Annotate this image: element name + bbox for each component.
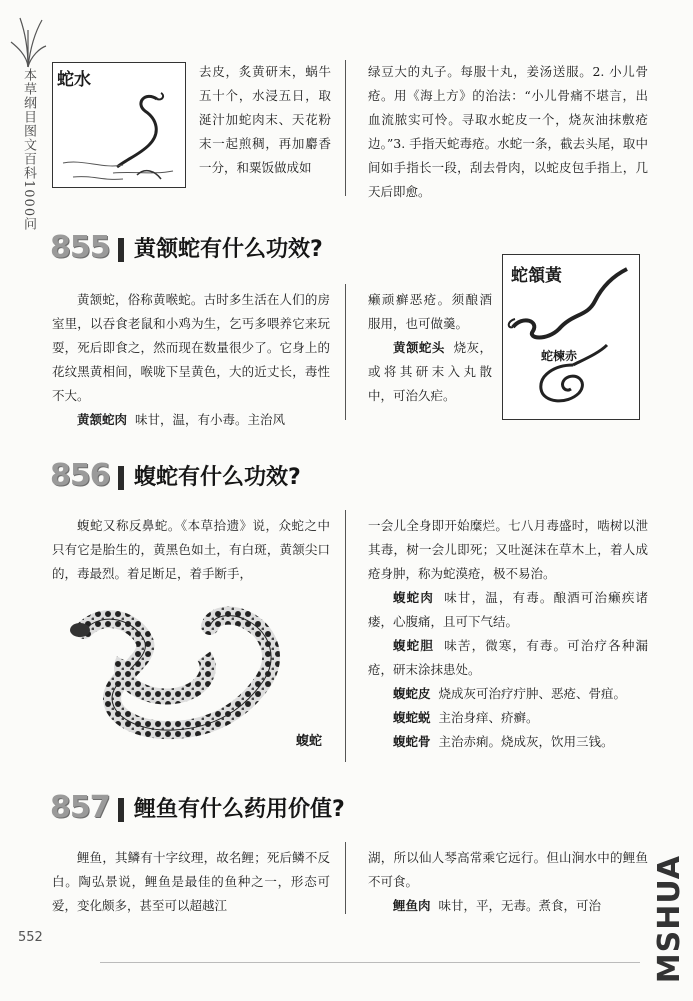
book-title: 本草纲目图文百科1000问 bbox=[21, 68, 36, 232]
term-text: 烧成灰可治疗疔肿、恶疮、骨疽。 bbox=[438, 686, 626, 701]
section-857-right bbox=[368, 846, 648, 918]
yellow-jaw-snake-caption: 蛇頷黃 bbox=[511, 266, 562, 286]
water-snake-caption: 蛇水 bbox=[57, 70, 91, 90]
paragraph: 蝮蛇又称反鼻蛇。《本草拾遗》说，众蛇之中只有它是胎生的，黄黑色如土，有白斑，黄颔尖口的，毒最烈。着足断足，着手断手， bbox=[52, 518, 330, 581]
section-title: 鲤鱼有什么药用价值? bbox=[134, 797, 345, 822]
yellow-jaw-snake-illustration bbox=[502, 254, 640, 420]
term-text: 味苦，微寒，有毒。可治疗各种漏疮，研末涂抹患处。 bbox=[368, 638, 648, 677]
red-snake-caption: 蛇楝赤 bbox=[541, 349, 578, 363]
term-label: 黄颔蛇头 bbox=[393, 340, 445, 355]
section-855-heading bbox=[50, 230, 370, 266]
section-number: 855 bbox=[50, 230, 110, 265]
section-number: 856 bbox=[50, 458, 110, 493]
section-number: 857 bbox=[50, 790, 110, 825]
term-text: 味甘，温，有毒。酿酒可治癞疾诸瘘，心腹痛，且可下气结。 bbox=[368, 590, 648, 629]
viper-caption: 蝮蛇 bbox=[296, 734, 323, 749]
column-divider bbox=[345, 510, 346, 762]
term-text: 主治赤痢。烧成灰，饮用三钱。 bbox=[438, 734, 614, 749]
term-text: 主治身痒、疥癣。 bbox=[438, 710, 539, 725]
section-title: 黄颔蛇有什么功效? bbox=[134, 237, 323, 262]
section-857-left bbox=[52, 846, 330, 918]
paragraph: 黄颔蛇，俗称黄喉蛇。古时多生活在人们的房室里，以吞食老鼠和小鸡为生，乞丐多喂养它来玩耍，死后即食之，然而现在数量很少了。它身上的花纹黑黄相间，喉咙下呈黄色，大的近丈长，毒性不大。 bbox=[52, 292, 330, 403]
section-855-left bbox=[52, 288, 330, 432]
column-divider bbox=[345, 284, 346, 420]
section-855-right bbox=[368, 288, 492, 408]
term-label: 鲤鱼肉 bbox=[393, 898, 431, 913]
paragraph: 鲤鱼，其鳞有十字纹理，故名鲤；死后鳞不反白。陶弘景说，鲤鱼是最佳的鱼种之一，形态可爱，变化颇多，甚至可以超越江 bbox=[52, 850, 330, 913]
heading-bar bbox=[118, 238, 124, 262]
plant-decoration-icon bbox=[8, 10, 48, 68]
watermark: MSHUA bbox=[652, 854, 687, 983]
bottom-rule bbox=[100, 962, 640, 963]
section-856-left bbox=[52, 514, 330, 586]
water-snake-illustration bbox=[52, 62, 186, 188]
term-label: 蝮蛇胆 bbox=[393, 638, 434, 653]
section-title: 蝮蛇有什么功效? bbox=[134, 465, 301, 490]
term-text: 烧灰，或将其研末入丸散中，可治久疟。 bbox=[368, 340, 492, 403]
paragraph: 湖，所以仙人琴高常乘它远行。但山涧水中的鲤鱼不可食。 bbox=[368, 850, 648, 889]
section-856-right bbox=[368, 514, 648, 754]
paragraph: 一会儿全身即开始糜烂。七八月毒盛时，啮树以泄其毒，树一会儿即死；又吐涎沫在草木上，着人成疮身肿，称为蛇漠疮，极不易治。 bbox=[368, 518, 648, 581]
term-text: 味甘，温，有小毒。主治风 bbox=[134, 412, 285, 427]
top-left-text: 去皮，炙黄研末，蜗牛五十个，水浸五日，取涎汁加蛇肉末、天花粉末一起煎稠，再加麝香一分，和粟饭做成如 bbox=[199, 64, 331, 175]
term-label: 蝮蛇骨 bbox=[393, 734, 431, 749]
section-856-heading bbox=[50, 458, 370, 494]
section-857-heading bbox=[50, 790, 390, 826]
term-label: 黄颔蛇肉 bbox=[77, 412, 128, 427]
column-divider bbox=[345, 60, 346, 196]
term-label: 蝮蛇皮 bbox=[393, 686, 431, 701]
heading-bar bbox=[118, 466, 124, 490]
term-label: 蝮蛇蜕 bbox=[393, 710, 431, 725]
viper-illustration bbox=[64, 600, 304, 750]
paragraph: 癞顽癣恶疮。须酿酒服用，也可做羹。 bbox=[368, 292, 492, 331]
term-text: 味甘，平，无毒。煮食，可治 bbox=[438, 898, 601, 913]
column-divider bbox=[345, 842, 346, 914]
top-right-paragraph bbox=[368, 60, 648, 204]
heading-bar bbox=[118, 798, 124, 822]
top-left-paragraph bbox=[199, 60, 331, 180]
page-number: 552 bbox=[18, 930, 43, 945]
top-right-text: 绿豆大的丸子。每服十丸，姜汤送服。2. 小儿骨疮。用《海上方》的治法：“小儿骨痛不堪言，出血流脓实可怜。寻取水蛇皮一个，烧灰油抹敷疮边。”3. 手指天蛇毒疮。水蛇一条，截去头尾，取中间如手指长一段，刮去骨肉，以蛇皮包手指上，几天后即愈。 bbox=[368, 64, 648, 199]
term-label: 蝮蛇肉 bbox=[393, 590, 434, 605]
